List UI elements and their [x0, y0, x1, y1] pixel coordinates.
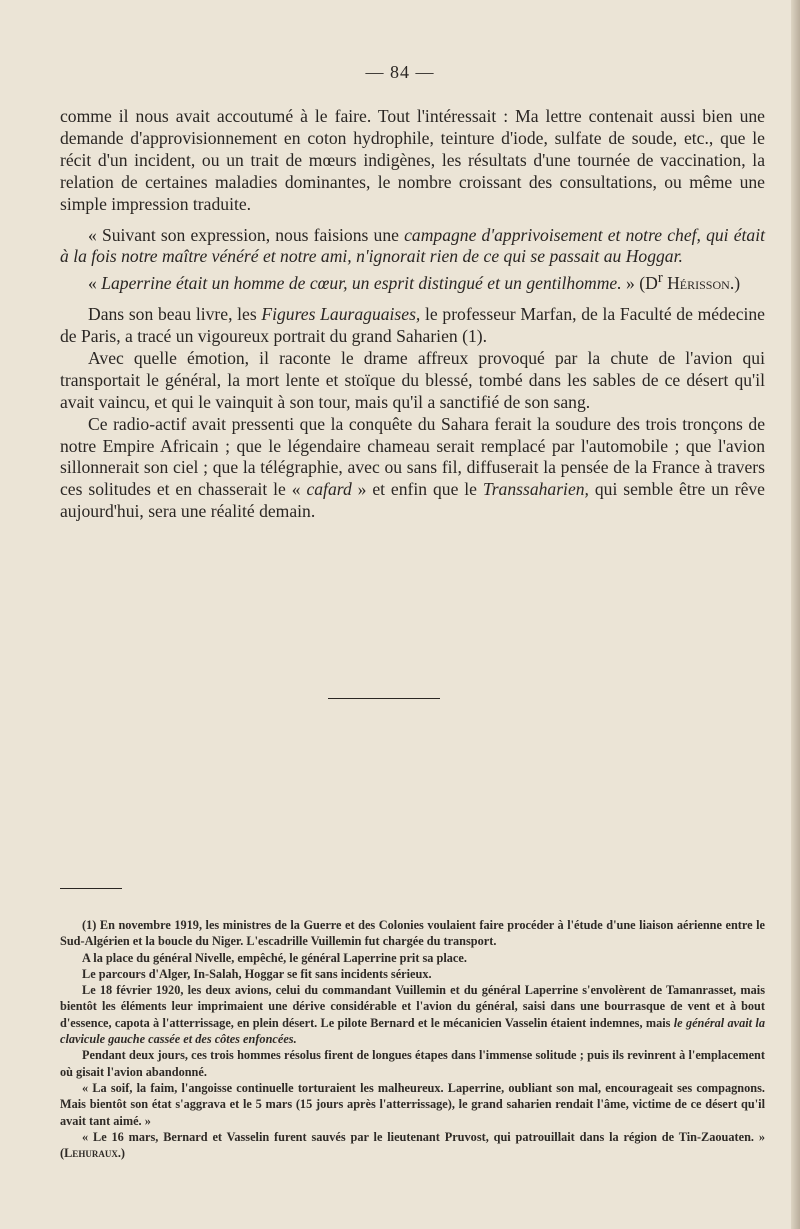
quote-italic: Laperrine était un homme de cœur, un esprit distingué et un gentilhomme. [101, 273, 622, 294]
footnote-paragraph: Le 18 février 1920, les deux avions, celui du commandant Vuillemin et du général Laperrine s'envolèrent de Tamanrasset, mais bientôt les éléments leur imprimaient une dérive considérable et l'avion du général, saisi dans une bourrasque de vent et à bout d'essence, capota à l'atterrissage, en plein désert. Le pilote Bernard et le mécanicien Vasselin étaient indemnes, mais le général avait la clavicule gauche cassée et des côtes enfoncées. [60, 983, 765, 1047]
page-edge-shadow [791, 0, 800, 1229]
footnote-paragraph: « La soif, la faim, l'angoisse continuelle torturaient les malheureux. Laperrine, oubliant son mal, encourageait ses compagnons. Mais bientôt son état s'aggrava et le 5 mars (15 jours après l'atterrissage), le grand saharien rendait l'âme, victime de ce désert qu'il avait tant aimé. » [60, 1080, 765, 1128]
quote-italic: campagne d'apprivoisement et notre chef, qui était à la fois notre maître vénéré et notre ami, n'ignorait rien de ce qui se passait au Hoggar. [60, 224, 765, 267]
footnote-paragraph: A la place du général Nivelle, empêché, le général Laperrine prit sa place. [82, 950, 467, 965]
citation-author: Lehuraux [64, 1146, 118, 1161]
footnote-paragraph: Le parcours d'Alger, In-Salah, Hoggar se fit sans incidents sérieux. [82, 966, 432, 981]
footnote-divider [60, 888, 122, 889]
paragraph-6: Ce radio-actif avait pressenti que la conquête du Sahara ferait la soudure des trois tronçons de notre Empire Africain ; que le légendaire chameau serait remplacé par l'automobile ; que l'avion sillonnerait son ciel ; que la télégraphie, avec ou sans fil, diffuserait la pensée de la France à travers ces solitudes et en chasserait le « cafard » et enfin que le Transsaharien, qui semble être un rêve aujourd'hui, sera une réalité demain. [60, 413, 765, 522]
paragraph-2: « Suivant son expression, nous faisions une campagne d'apprivoisement et notre chef, qui était à la fois notre maître vénéré et notre ami, n'ignorait rien de ce qui se passait au Hoggar. [60, 224, 765, 267]
footnote-paragraph: (1) En novembre 1919, les ministres de la Guerre et des Colonies voulaient faire procéder à l'étude d'une liaison aérienne entre le Sud-Algérien et la boucle du Niger. L'escadrille Vuillemin fut chargée du transport. [60, 918, 765, 949]
footnote-paragraph: Pendant deux jours, ces trois hommes résolus firent de longues étapes dans l'immense solitude ; puis ils revinrent à l'emplacement où gisait l'avion abandonné. [60, 1048, 765, 1079]
section-divider [328, 698, 440, 699]
paragraph-1: comme il nous avait accoutumé à le faire. Tout l'intéressait : Ma lettre contenait aussi bien une demande d'approvisionnement en coton hydrophile, teinture d'iode, sulfate de soude, etc., que le récit d'un incident, ou un trait de mœurs indigènes, les résultats d'une tournée de vaccination, la relation de certaines maladies dominantes, le nombre croissant des consultations, ou même une simple impression traduite. [60, 106, 765, 214]
book-title: Figures Lauraguaises, [261, 304, 421, 325]
paragraph-3: « Laperrine était un homme de cœur, un esprit distingué et un gentilhomme. » ($D^r$ Hérisson.) [88, 270, 741, 294]
footnote-paragraph: « Le 16 mars, Bernard et Vasselin furent sauvés par le lieutenant Pruvost, qui patrouillait dans la région de Tin-Zaouaten. » (Lehuraux.) [60, 1129, 765, 1161]
page-number: — 84 — [365, 62, 435, 82]
body-text [60, 106, 765, 523]
paragraph-4: Dans son beau livre, les Figures Lauraguaises, le professeur Marfan, de la Faculté de médecine de Paris, a tracé un vigoureux portrait du grand Saharien (1). [60, 304, 765, 347]
paragraph-5: Avec quelle émotion, il raconte le drame affreux provoqué par la chute de l'avion qui transportait le général, la mort lente et stoïque du blessé, tombé dans les sables de ce désert qu'il avait vaincu, et qui le vainquit à son tour, mais qu'il a sanctifié de son sang. [60, 347, 765, 412]
citation-author: Hérisson.) [662, 273, 741, 294]
footnote [60, 917, 765, 1161]
